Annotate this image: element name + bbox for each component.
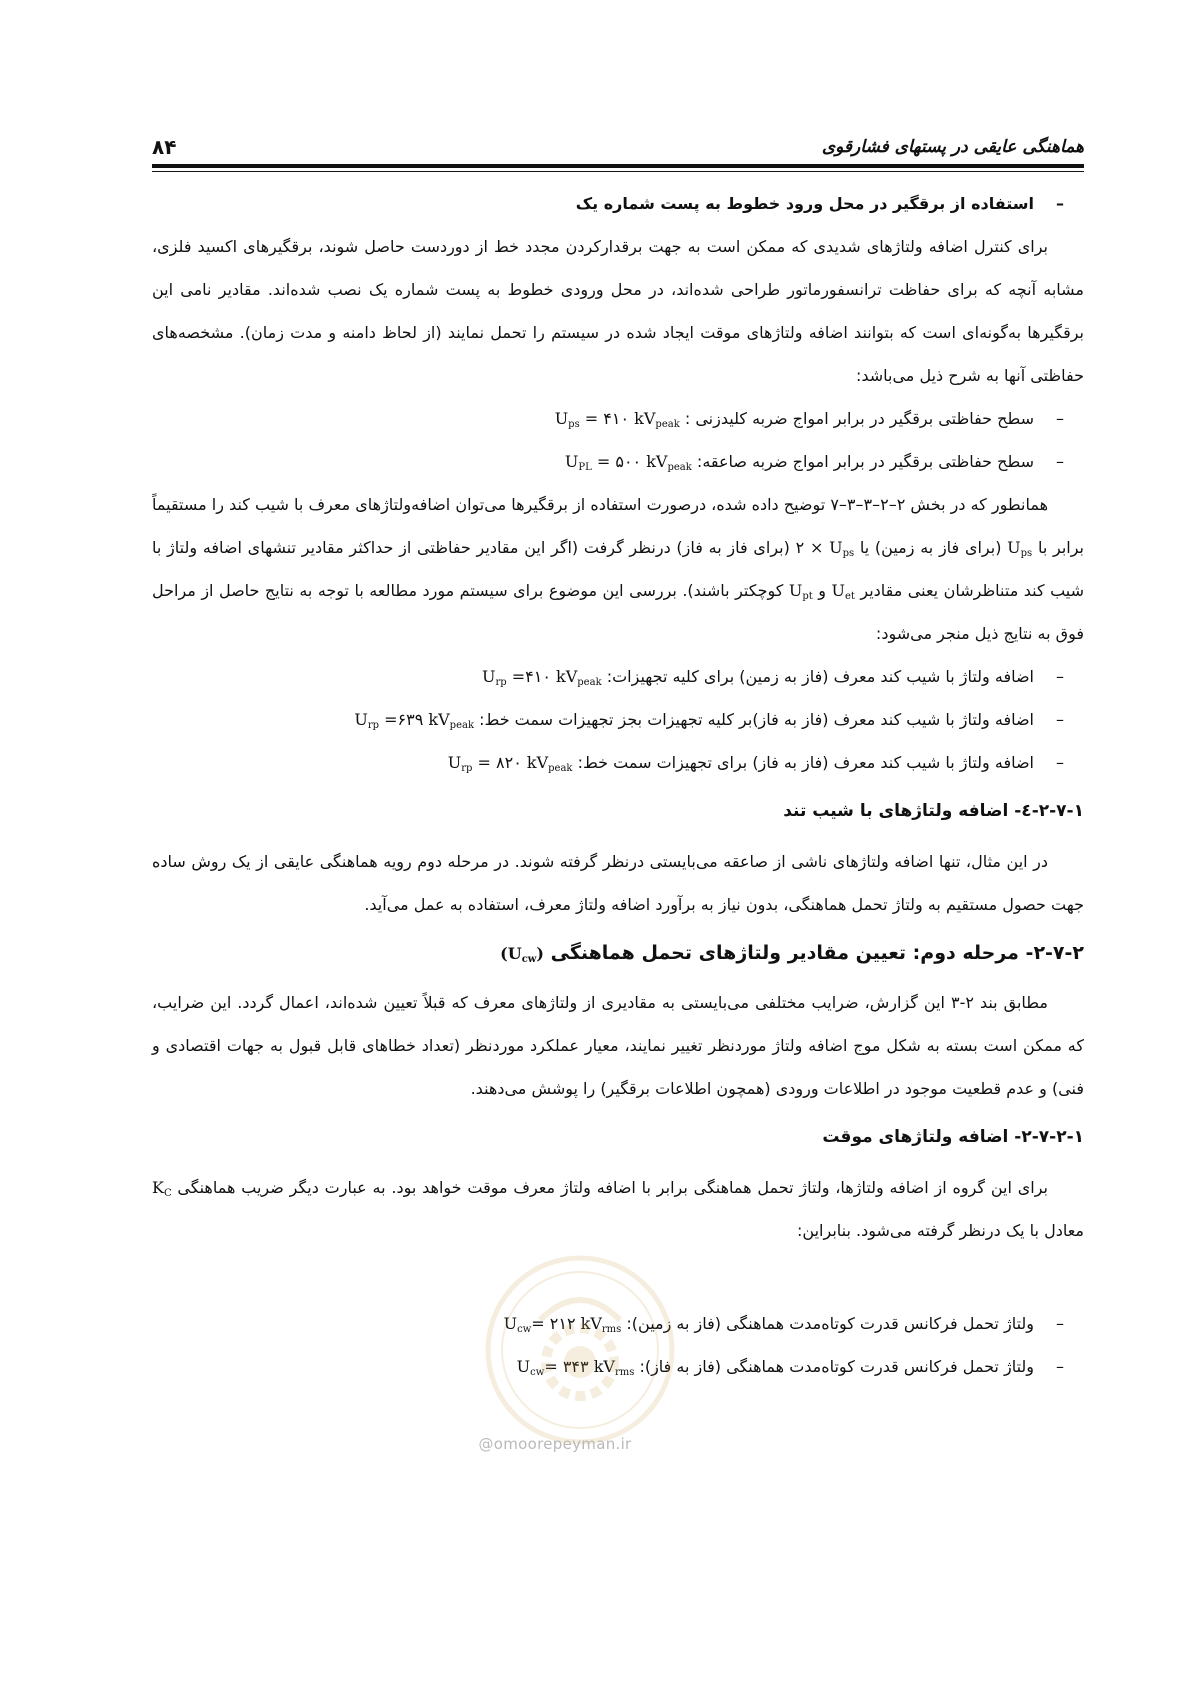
formula-subscript: et — [844, 591, 855, 602]
formula-unit: peak — [577, 677, 602, 688]
formula-unit: peak — [655, 419, 680, 430]
para2-part-2: (برای فاز به زمین) یا — [859, 538, 1002, 557]
dash-bullet-icon: – — [1056, 753, 1064, 772]
para-part-b: معادل با یک درنظر گرفته می‌شود. بنابراین: — [797, 1221, 1084, 1240]
formula-ucw — [517, 1357, 635, 1376]
formula-symbol: U — [354, 710, 368, 729]
header-title: هماهنگی عایقی در پستهای فشارقوی — [821, 137, 1084, 157]
formula-symbol: U — [503, 1314, 518, 1333]
formula-ups-inline — [1007, 538, 1032, 557]
formula-unit: rms — [614, 1367, 635, 1378]
formula-subscript: ps — [1020, 548, 1033, 559]
formula-symbol: U — [554, 409, 569, 428]
formula-subscript: ps — [568, 419, 580, 430]
page-content — [152, 182, 1084, 1388]
section4-paragraph — [152, 1166, 1084, 1252]
formula-subscript: rp — [367, 720, 380, 731]
formula-value: =۶۳۹ kV — [379, 710, 450, 729]
list-item — [152, 1302, 1064, 1345]
formula-ucw-heading — [500, 944, 544, 963]
formula-close: ) — [536, 944, 544, 963]
heading-text: ۲-۷-۲- مرحله دوم: تعیین مقادیر ولتاژهای تحمل هماهنگی — [550, 942, 1084, 964]
list-item — [152, 440, 1064, 483]
section-heading-stage-two — [152, 938, 1084, 969]
para2-part-5: کوچکتر باشند). بررسی این موضوع برای سیستم مورد مطالعه با توجه به نتایج حاصل از مراحل فوق به نتایج ذیل منجر می‌شود: — [152, 581, 1084, 643]
formula-symbol: U — [482, 667, 496, 686]
dash-bullet-icon: – — [1056, 667, 1064, 686]
formula-value: = ۳۴۳ kV — [544, 1357, 615, 1376]
running-header — [152, 130, 1084, 164]
withstand-voltage-list — [152, 1302, 1084, 1388]
section1-paragraph-1: برای کنترل اضافه ولتاژهای شدیدی که ممکن است به جهت برقدارکردن مجدد خط از دوردست حاصل شوند، برقگیرهای اکسید فلزی، مشابه آنچه که برای حفاظت ترانسفورماتور طراحی شده‌اند، در محل ورودی خطوط به پست شماره یک نصب شده‌اند. مقادیر نامی این برقگیرها به‌گونه‌ای است که بتوانند اضافه ولتاژهای موقت ایجاد شده در سیستم را تحمل نمایند (از لحاظ دامنه و مدت زمان). مشخصه‌های حفاظتی آنها به شرح ذیل می‌باشد: — [152, 237, 1084, 385]
dash-bullet-icon: – — [1056, 1357, 1064, 1376]
formula-unit: rms — [601, 1324, 622, 1335]
formula-subscript: cw — [521, 954, 537, 965]
formula-uet-inline — [831, 581, 854, 600]
formula-unit: peak — [667, 462, 692, 473]
formula-symbol: (U — [500, 944, 522, 963]
representative-overvoltage-list — [152, 655, 1084, 784]
formula-urp — [448, 753, 573, 772]
list-item-text: ولتاژ تحمل فرکانس قدرت کوتاه‌مدت هماهنگی (فاز به زمین): — [626, 1314, 1034, 1333]
dash-bullet-icon: – — [1056, 452, 1064, 471]
section1-title-text: استفاده از برقگیر در محل ورود خطوط به پست شماره یک — [575, 194, 1034, 213]
list-item-text: اضافه ولتاژ با شیب کند معرف (فاز به فاز)بر کلیه تجهیزات بجز تجهیزات سمت خط: — [479, 710, 1034, 729]
formula-symbol: U — [831, 581, 845, 600]
list-item — [152, 741, 1064, 784]
list-item-text: سطح حفاظتی برقگیر در برابر امواج ضربه صاعقه: — [696, 452, 1034, 471]
dash-bullet-icon: – — [1056, 409, 1064, 428]
spacer — [152, 1252, 1084, 1302]
formula-value: = ۵۰۰ kV — [591, 452, 668, 471]
list-item — [152, 397, 1064, 440]
formula-symbol: U — [1007, 538, 1021, 557]
section1-title — [152, 182, 1064, 225]
formula-urp — [354, 710, 474, 729]
dash-bullet-icon: – — [1056, 1314, 1064, 1333]
formula-subscript: ps — [842, 548, 855, 559]
formula-ups — [555, 409, 680, 428]
formula-unit: peak — [449, 720, 475, 731]
formula-ucw — [504, 1314, 622, 1333]
formula-symbol: U — [788, 581, 803, 600]
formula-symbol: U — [447, 753, 462, 772]
formula-subscript: cw — [517, 1324, 532, 1335]
section-heading-fast-front: ۲-۷-۱-٤- اضافه ولتاژهای با شیب تند — [783, 801, 1084, 821]
section-heading-temporary: ۲-۷-۲-۱- اضافه ولتاژهای موقت — [822, 1127, 1084, 1147]
formula-unit: peak — [548, 763, 573, 774]
formula-subscript: cw — [530, 1367, 545, 1378]
list-item-text: اضافه ولتاژ با شیب کند معرف (فاز به زمین) برای کلیه تجهیزات: — [606, 667, 1034, 686]
header-rule-thin — [152, 171, 1084, 172]
formula-value: = ۸۲۰ kV — [472, 753, 549, 772]
formula-upl — [565, 452, 692, 471]
formula-subscript: rp — [461, 763, 473, 774]
watermark-url: @omoorepeyman.ir — [478, 1435, 632, 1453]
section2-paragraph: در این مثال، تنها اضافه ولتاژهای ناشی از صاعقه می‌بایستی درنظر گرفته شوند. در مرحله دوم رویه هماهنگی عایقی از یک روش ساده جهت حصول مستقیم به ولتاژ تحمل هماهنگی، بدون نیاز به برآورد اضافه ولتاژ معرف، استفاده به عمل می‌آید. — [152, 852, 1084, 914]
arrester-protection-list — [152, 397, 1084, 483]
formula-subscript: rp — [495, 677, 507, 688]
header-rule-thick — [152, 164, 1084, 168]
formula-urp — [482, 667, 602, 686]
formula-symbol: U — [564, 452, 579, 471]
formula-value: = ۲۱۲ kV — [531, 1314, 602, 1333]
list-item — [152, 655, 1064, 698]
formula-kc — [152, 1178, 172, 1197]
formula-symbol: ۲ × U — [795, 538, 843, 557]
para-part-a: برای این گروه از اضافه ولتاژها، ولتاژ تحمل هماهنگی برابر با اضافه ولتاژ معرف موقت خواهد بود. به عبارت دیگر ضریب هماهنگی — [177, 1178, 1048, 1197]
list-item — [152, 1345, 1064, 1388]
formula-subscript: C — [163, 1188, 172, 1199]
formula-subscript: pt — [802, 591, 813, 602]
formula-value: = ۴۱۰ kV — [579, 409, 656, 428]
formula-upt-inline — [789, 581, 813, 600]
para2-part-1: همانطور که در بخش ۲–۲–۳–۳–۷ توضیح داده شده، درصورت استفاده از برقگیرها می‌توان اضافه‌ولتاژهای معرف با شیب کند را مستقیماً برابر با — [152, 495, 1085, 557]
list-item-text: ولتاژ تحمل فرکانس قدرت کوتاه‌مدت هماهنگی (فاز به فاز): — [639, 1357, 1034, 1376]
list-item — [152, 698, 1064, 741]
para2-part-4: و — [818, 581, 826, 600]
list-item-text: سطح حفاظتی برقگیر در برابر امواج ضربه کلیدزنی : — [684, 409, 1034, 428]
list-item-text: اضافه ولتاژ با شیب کند معرف (فاز به فاز) برای تجهیزات سمت خط: — [577, 753, 1034, 772]
formula-value: =۴۱۰ kV — [506, 667, 578, 686]
para2-part-3: (برای فاز به فاز) درنظر گرفت (اگر این مقادیر حفاظتی از حداکثر مقادیر تنشهای اضافه ولتاژ با شیب کند متناظرشان یعنی مقادیر — [152, 538, 1085, 600]
dash-bullet-icon: – — [1056, 710, 1064, 729]
section1-paragraph-2 — [152, 483, 1084, 655]
formula-symbol: U — [516, 1357, 531, 1376]
formula-subscript: PL — [578, 462, 592, 473]
page-number: ۸۴ — [152, 135, 177, 159]
formula-two-ups-inline — [796, 538, 855, 557]
formula-symbol: K — [152, 1178, 164, 1197]
section3-paragraph: مطابق بند ۲-۳ این گزارش، ضرایب مختلفی می‌بایستی به مقادیری از ولتاژهای معرف که قبلاً تعیین شده‌اند، اعمال گردد. این ضرایب، که ممکن است بسته به شکل موج اضافه ولتاژ موردنظر تغییر نمایند، معیار عملکرد موردنظر (تعداد خطاهای قابل قبول به جهات اقتصادی و فنی) و عدم قطعیت موجود در اطلاعات ورودی (همچون اطلاعات برقگیر) را پوشش می‌دهند. — [152, 993, 1084, 1098]
dash-bullet-icon: – — [1056, 194, 1064, 213]
section1-title-list — [152, 182, 1084, 225]
